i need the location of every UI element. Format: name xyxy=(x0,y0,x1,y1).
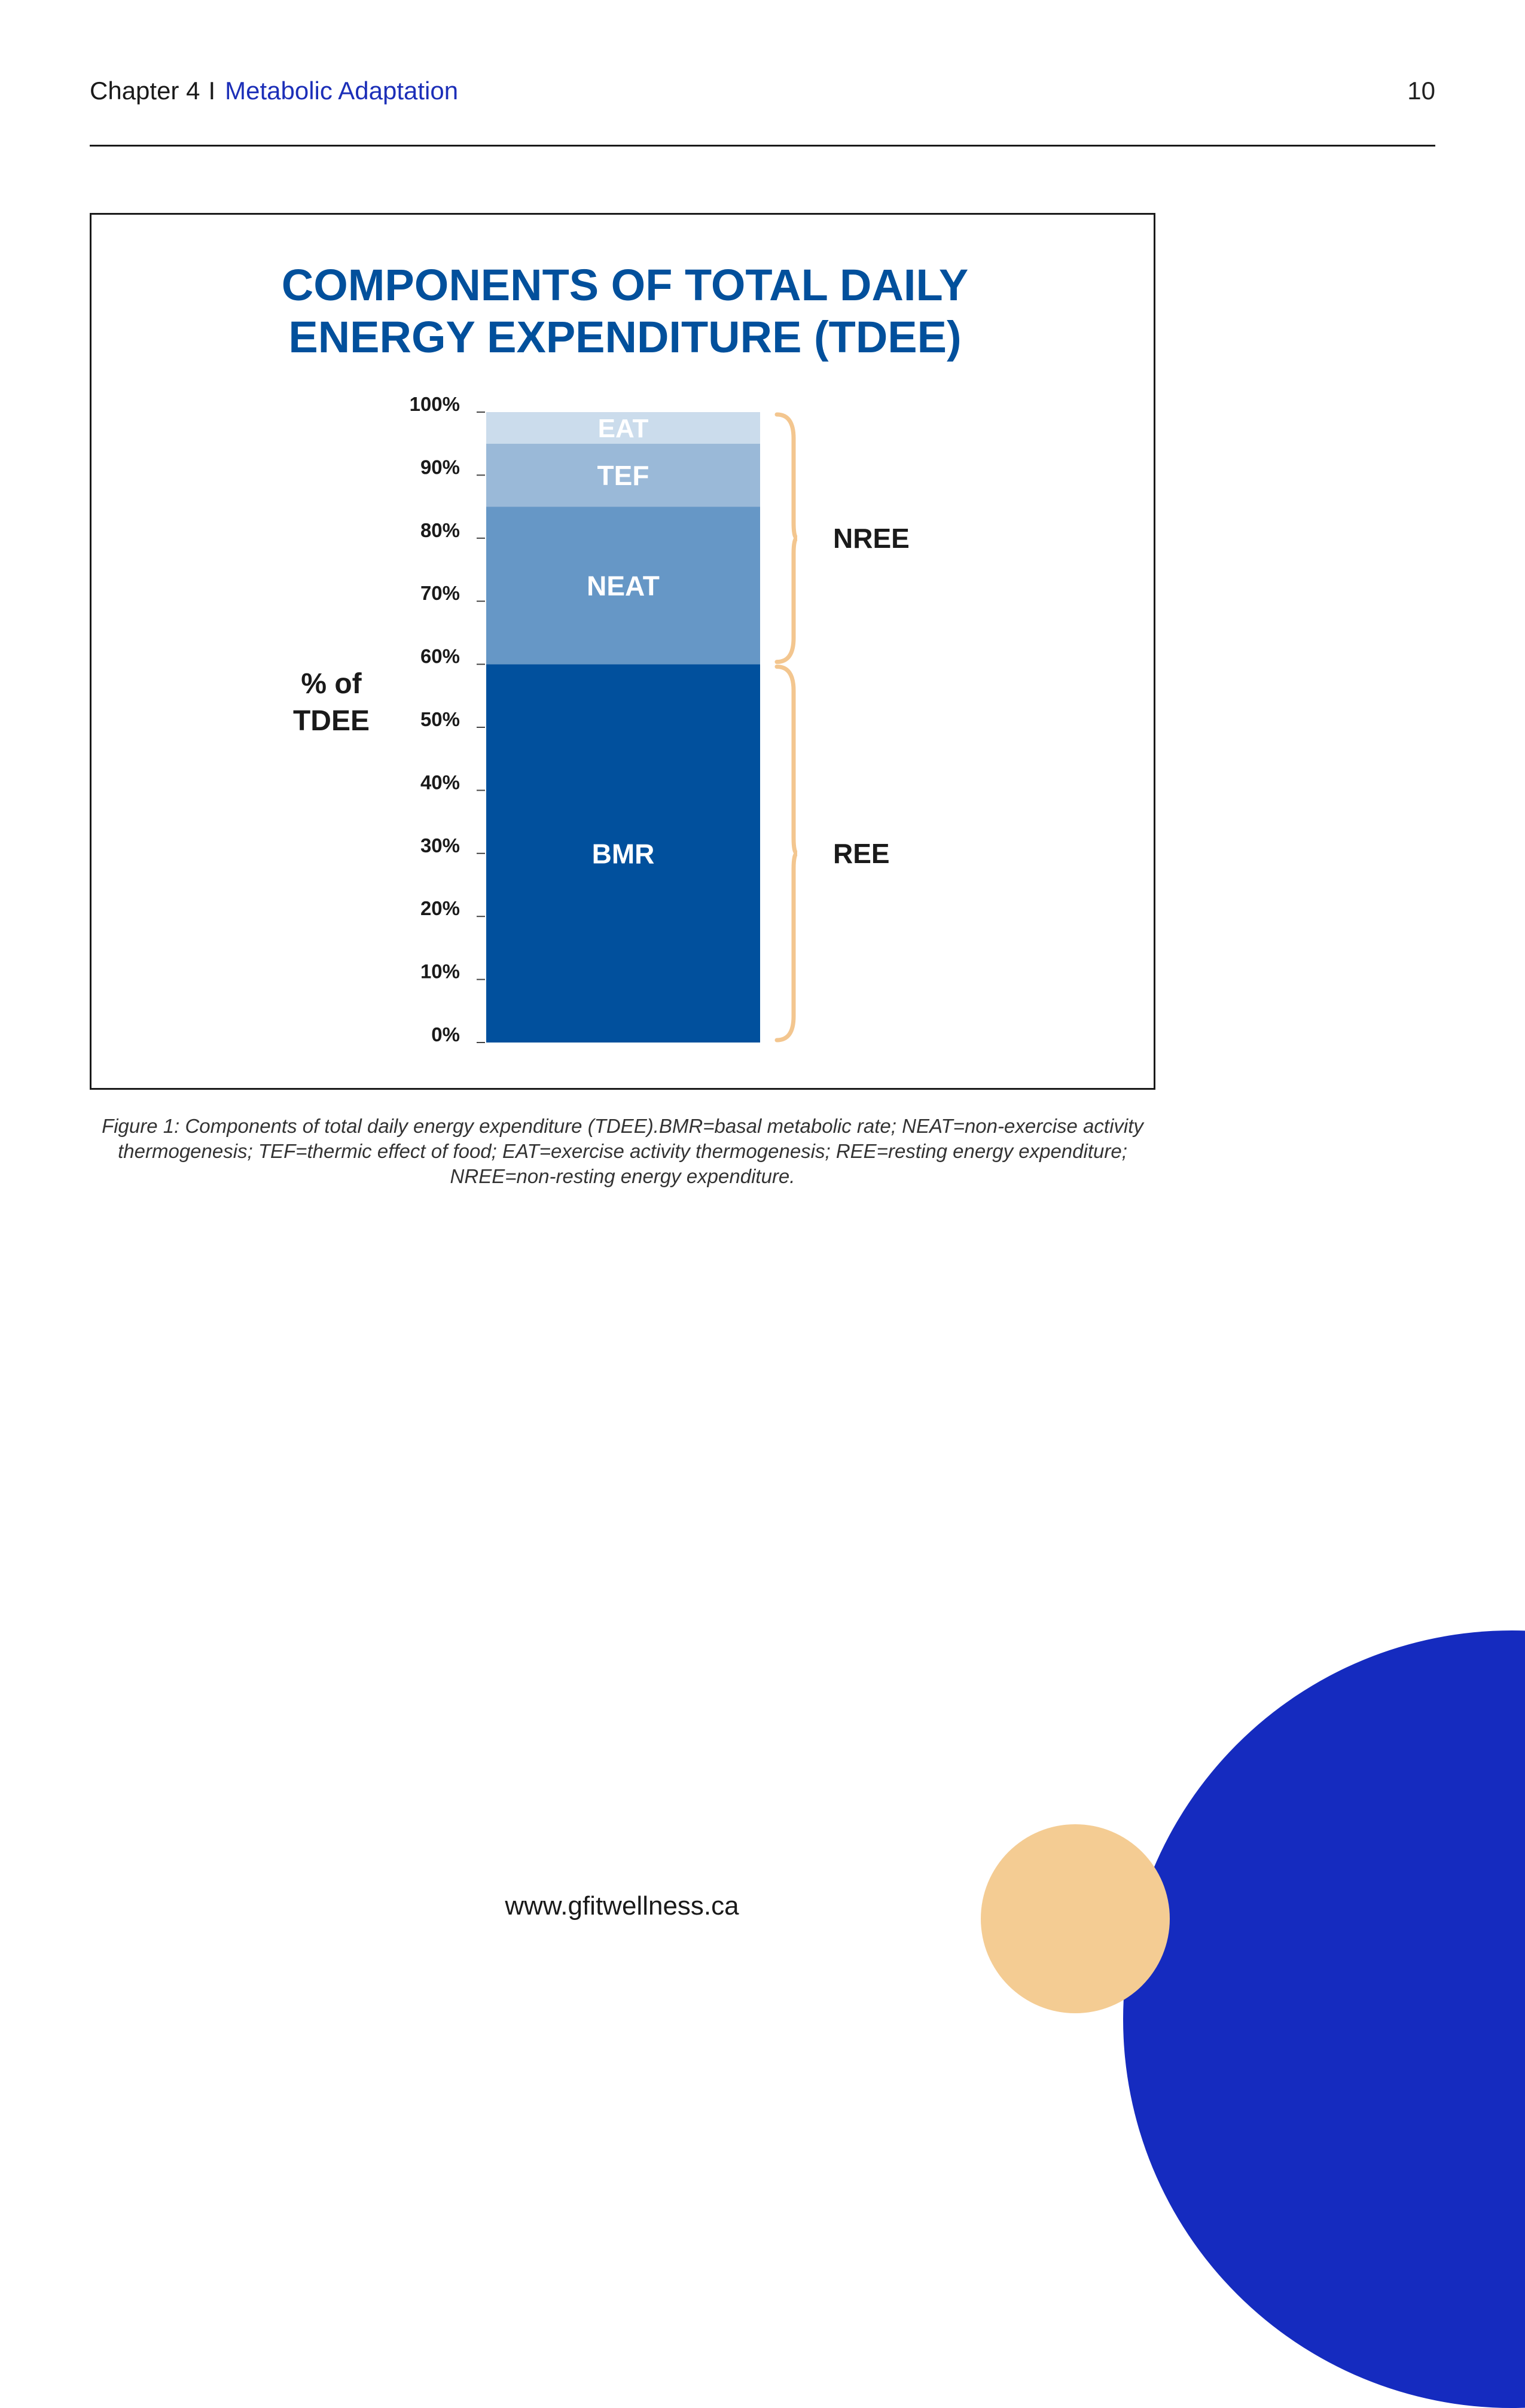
bar-label-bmr: BMR xyxy=(591,838,655,870)
y-tick-label: 40% xyxy=(420,771,460,794)
group-label-nree: NREE xyxy=(833,522,910,554)
brace-ree xyxy=(777,667,797,1040)
header-separator: I xyxy=(208,77,216,105)
decorative-peach-circle xyxy=(981,1824,1170,2013)
header-chapter xyxy=(90,77,458,105)
y-tick-label: 0% xyxy=(431,1023,460,1046)
y-axis-label-line: % of xyxy=(301,668,362,700)
tdee-chart xyxy=(92,215,1154,1088)
y-axis-label-line: TDEE xyxy=(292,705,370,737)
y-tick-label: 50% xyxy=(420,708,460,730)
decorative-blue-circle xyxy=(1123,1630,1525,2408)
brace-nree xyxy=(777,414,797,662)
chapter-number: Chapter 4 xyxy=(90,77,200,105)
chart-title-line: COMPONENTS OF TOTAL DAILY xyxy=(281,260,969,310)
y-tick-label: 10% xyxy=(420,960,460,983)
bar-label-neat: NEAT xyxy=(587,570,660,602)
chart-title-line: ENERGY EXPENDITURE (TDEE) xyxy=(288,312,962,362)
bar-label-eat: EAT xyxy=(597,414,649,444)
y-tick-label: 80% xyxy=(420,519,460,541)
figure-frame xyxy=(90,213,1155,1090)
y-tick-label: 60% xyxy=(420,645,460,667)
footer-url[interactable]: www.gfitwellness.ca xyxy=(505,1891,739,1921)
y-tick-label: 90% xyxy=(420,456,460,478)
y-tick-label: 100% xyxy=(409,393,460,415)
bar-label-tef: TEF xyxy=(597,459,649,491)
figure-caption: Figure 1: Components of total daily energy expenditure (TDEE).BMR=basal metabolic rate; NEAT=non-exercise activity thermogenesis; TEF=thermic effect of food; EAT=exercise activity thermogenesis; REE=resting energy expenditure; NREE=non-resting energy expenditure. xyxy=(102,1115,1143,1187)
chapter-title: Metabolic Adaptation xyxy=(225,77,459,105)
y-tick-label: 30% xyxy=(420,834,460,856)
y-tick-label: 70% xyxy=(420,582,460,605)
header-divider xyxy=(90,145,1435,147)
page-number: 10 xyxy=(1407,77,1435,105)
group-label-ree: REE xyxy=(833,837,890,869)
y-tick-label: 20% xyxy=(420,897,460,920)
